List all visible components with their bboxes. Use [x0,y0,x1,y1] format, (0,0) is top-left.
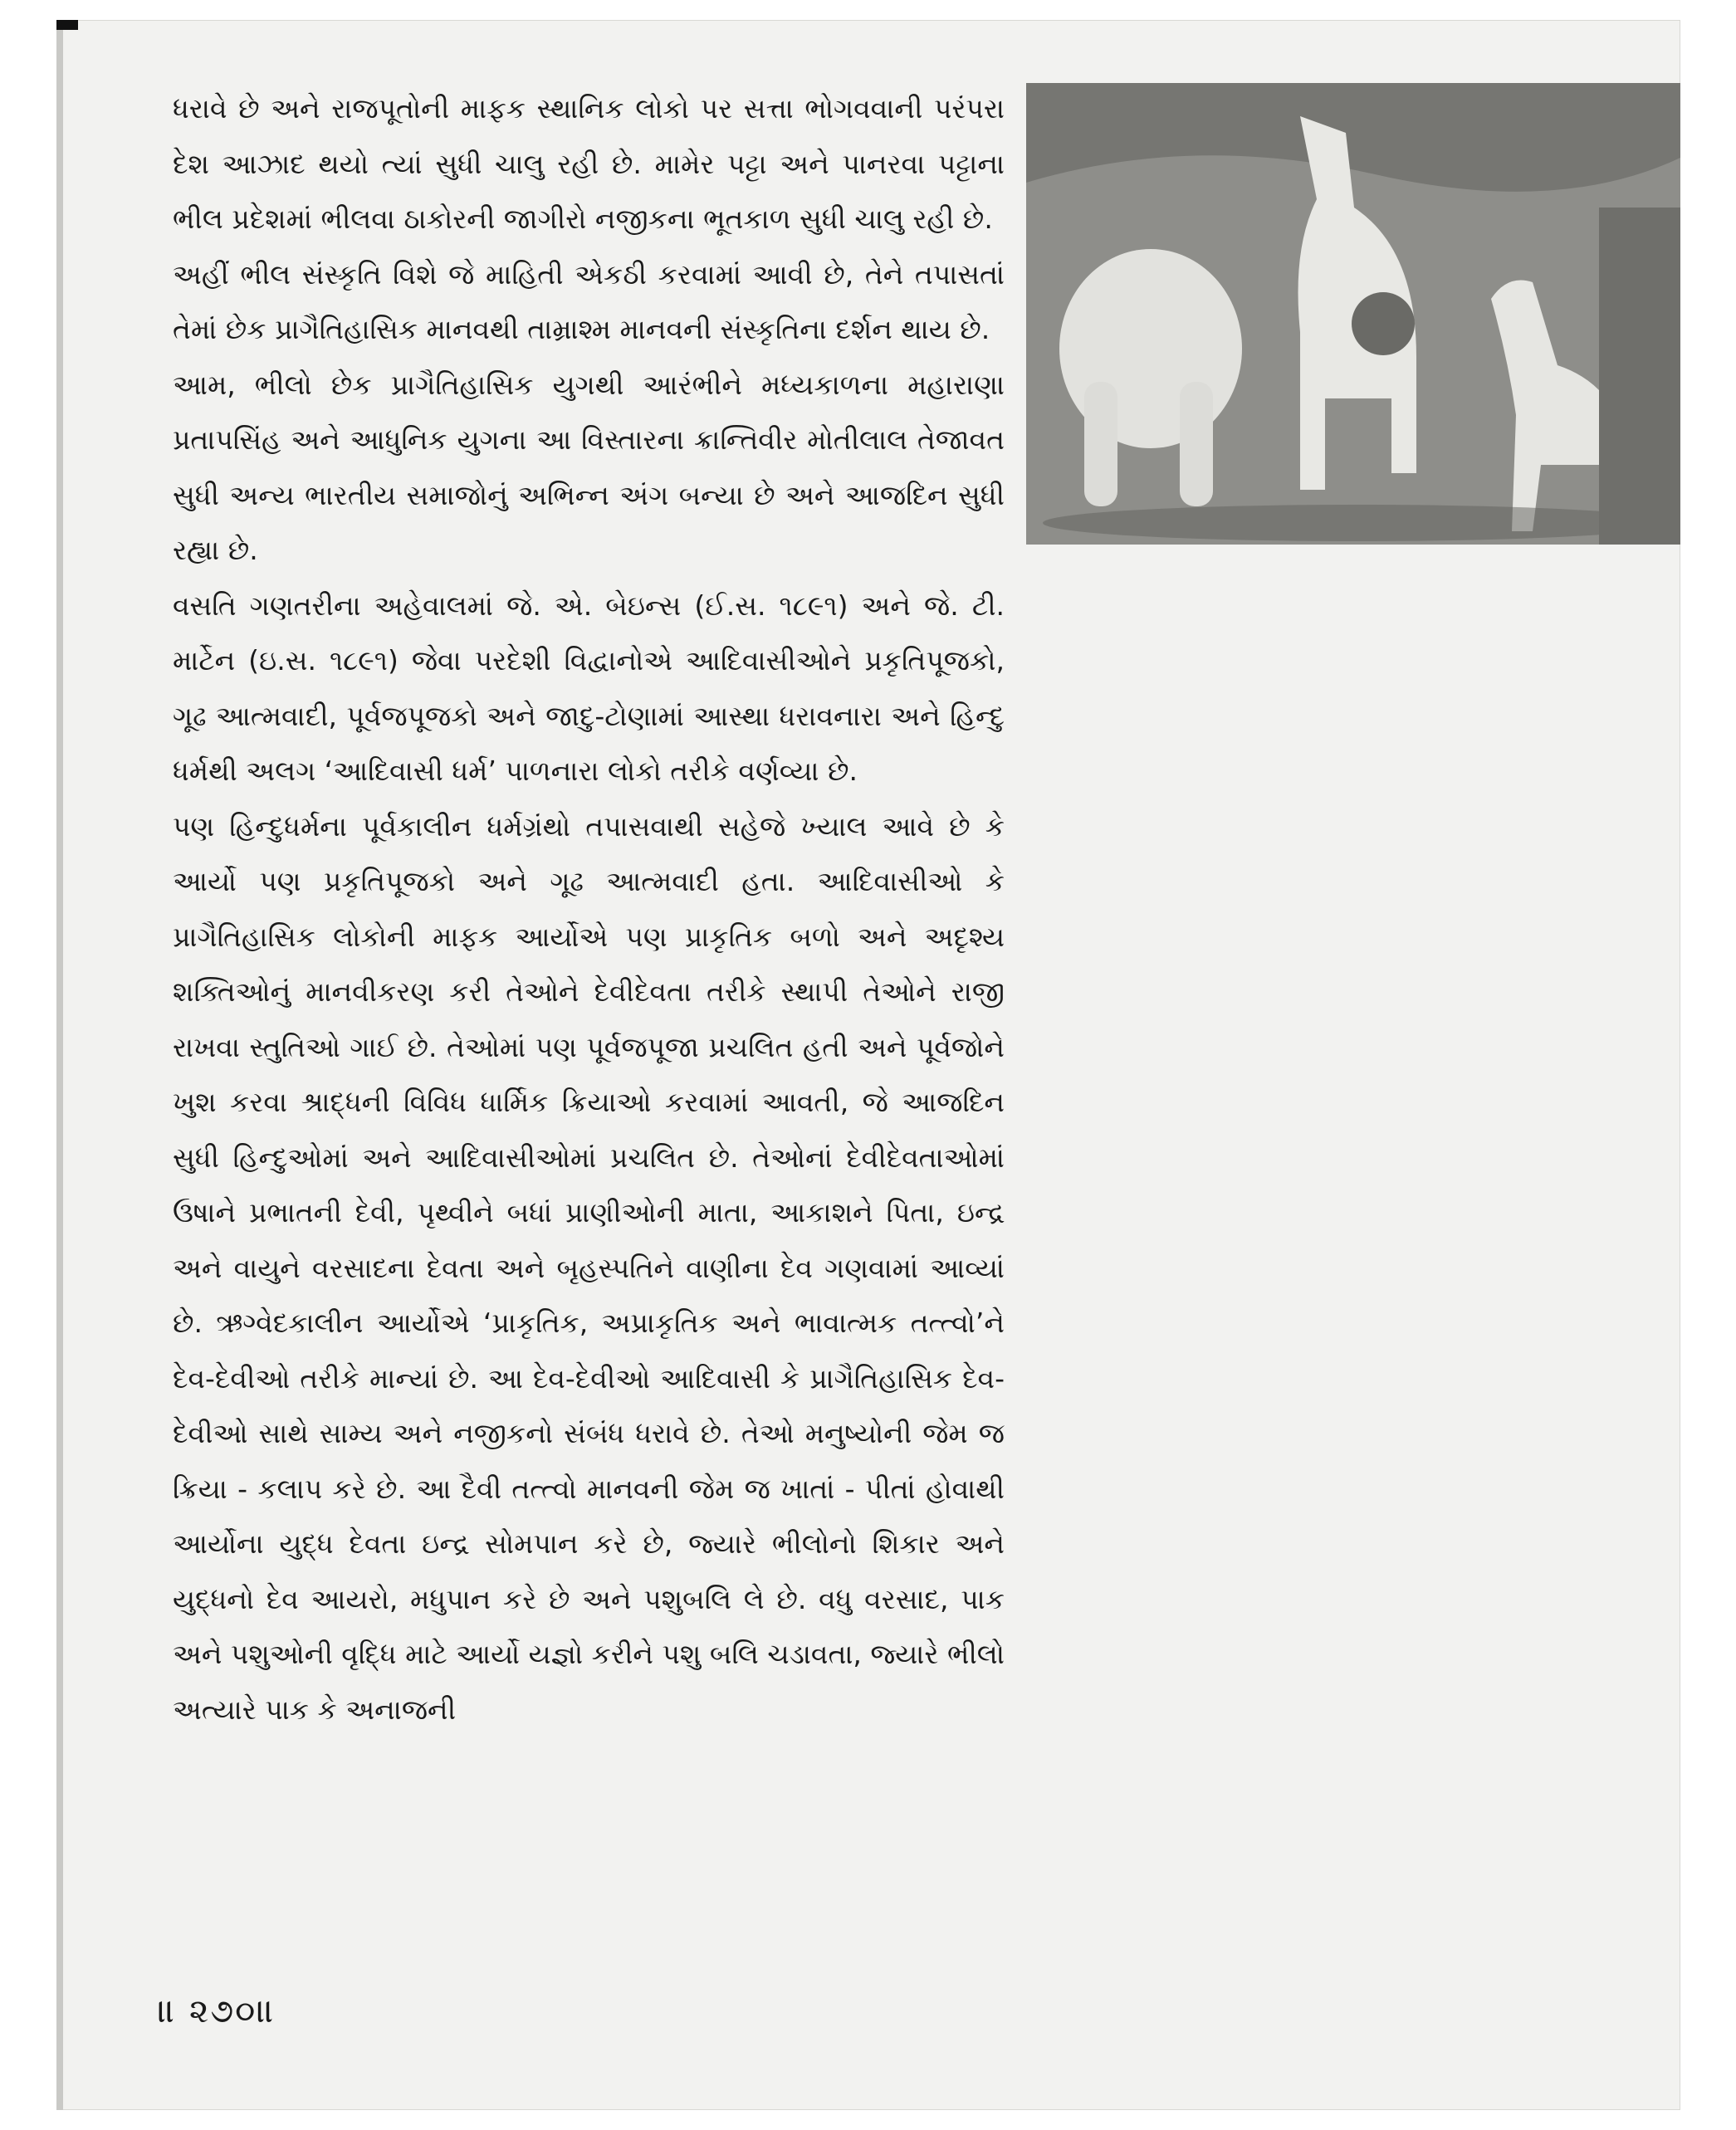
paragraph-1: ધરાવે છે અને રાજપૂતોની માફક સ્થાનિક લોકો પર સત્તા ભોગવવાની પરંપરા દેશ આઝાદ થયો ત્યાં સુધી ચાલુ રહી છે. મામેર પટ્ટા અને પાનરવા પટ્ટાના ભીલ પ્રદેશમાં ભીલવા ઠાકોરની જાગીરો નજીકના ભૂતકાળ સુધી ચાલુ રહી છે. [173,92,1005,235]
body-text [173,81,1005,1737]
paragraph-4: વસતિ ગણતરીના અહેવાલમાં જે. એ. બેઇન્સ (ઈ.સ. ૧૮૯૧) અને જે. ટી. માર્ટેન (ઇ.સ. ૧૮૯૧) જેવા પરદેશી વિદ્વાનોએ આદિવાસીઓને પ્રકૃતિપૂજકો, ગૂઢ આત્મવાદી, પૂર્વજપૂજકો અને જાદુ-ટોણામાં આસ્થા ધરાવનારા અને હિન્દુ ધર્મથી અલગ ‘આદિવાસી ધર્મ’ પાળનારા લોકો તરીકે વર્ણવ્યા છે. [173,589,1005,787]
page-number: ॥ ૨૭૦॥ [158,1992,276,2030]
page-edge-shadow [56,20,63,2110]
paragraph-3: આમ, ભીલો છેક પ્રાગૈતિહાસિક યુગથી આરંભીને મધ્યકાળના મહારાણા પ્રતાપસિંહ અને આધુનિક યુગના આ વિસ્તારના ક્રાન્તિવીર મોતીલાલ તેજાવત સુધી અન્ય ભારતીય સમાજોનું અભિન્ન અંગ બન્યા છે અને આજદિન સુધી રહ્યા છે. [173,368,1005,566]
figurines-photo [1026,83,1680,545]
paragraph-5: પણ હિન્દુધર્મના પૂર્વકાલીન ધર્મગ્રંથો તપાસવાથી સહેજે ખ્યાલ આવે છે કે આર્યો પણ પ્રકૃતિપૂજકો અને ગૂઢ આત્મવાદી હતા. આદિવાસીઓ કે પ્રાગૈતિહાસિક લોકોની માફક આર્યોએ પણ પ્રાકૃતિક બળો અને અદૃશ્ય શક્તિઓનું માનવીકરણ કરી તેઓને દેવીદેવતા તરીકે સ્થાપી તેઓને રાજી રાખવા સ્તુતિઓ ગાઈ છે. તેઓમાં પણ પૂર્વજપૂજા પ્રચલિત હતી અને પૂર્વજોને ખુશ કરવા શ્રાદ્ધની વિવિધ ધાર્મિક ક્રિયાઓ કરવામાં આવતી, જે આજદિન સુધી હિન્દુઓમાં અને આદિવાસીઓમાં પ્રચલિત છે. તેઓનાં દેવીદેવતાઓમાં ઉષાને પ્રભાતની દેવી, પૃથ્વીને બધાં પ્રાણીઓની માતા, આકાશને પિતા, ઇન્દ્ર અને વાયુને વરસાદના દેવતા અને બૃહસ્પતિને વાણીના દેવ ગણવામાં આવ્યાં છે. ઋગ્વેદકાલીન આર્યોએ ‘પ્રાકૃતિક, અપ્રાકૃતિક અને ભાવાત્મક તત્ત્વો’ને દેવ-દેવીઓ તરીકે માન્યાં છે. આ દેવ-દેવીઓ આદિવાસી કે પ્રાગૈતિહાસિક દેવ-દેવીઓ સાથે સામ્ય અને નજીકનો સંબંધ ધરાવે છે. તેઓ મનુષ્યોની જેમ જ ક્રિયા - કલાપ કરે છે. આ દૈવી તત્ત્વો માનવની જેમ જ ખાતાં - પીતાં હોવાથી આર્યોના યુદ્ધ દેવતા ઇન્દ્ર સોમપાન કરે છે, જ્યારે ભીલોનો શિકાર અને યુદ્ધનો દેવ આયરો, મધુપાન કરે છે અને પશુબલિ લે છે. વધુ વરસાદ, પાક અને પશુઓની વૃદ્ધિ માટે આર્યો યજ્ઞો કરીને પશુ બલિ ચડાવતા, જ્યારે ભીલો અત્યારે પાક કે અનાજની [173,809,1005,1726]
paragraph-2: અહીં ભીલ સંસ્કૃતિ વિશે જે માહિતી એકઠી કરવામાં આવી છે, તેને તપાસતાં તેમાં છેક પ્રાગૈતિહાસિક માનવથી તામ્રાશ્મ માનવની સંસ્કૃતિના દર્શન થાય છે. [173,257,1005,345]
corner-scan-mark [56,20,78,30]
